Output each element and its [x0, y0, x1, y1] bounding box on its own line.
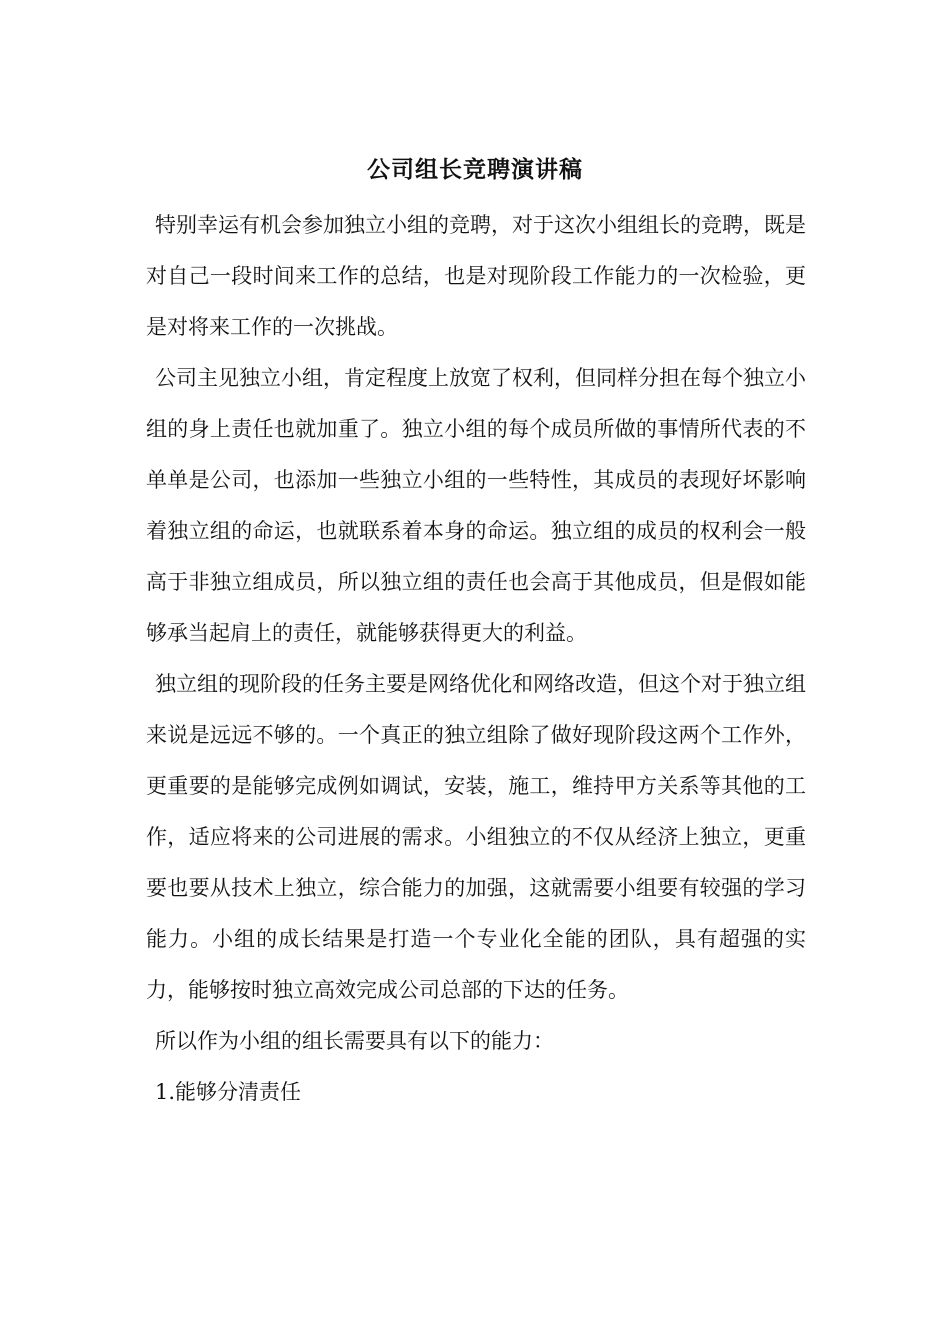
document-body: [146, 200, 806, 1118]
document-title: 公司组长竞聘演讲稿: [367, 156, 583, 183]
paragraph-2: 公司主见独立小组，肯定程度上放宽了权利，但同样分担在每个独立小组的身上责任也就加重了。独立小组的每个成员所做的事情所代表的不单单是公司，也添加一些独立小组的一些特性，其成员的表现好坏影响着独立组的命运，也就联系着本身的命运。独立组的成员的权利会一般高于非独立组成员，所以独立组的责任也会高于其他成员，但是假如能够承当起肩上的责任，就能够获得更大的利益。: [146, 366, 806, 645]
paragraph-3: 独立组的现阶段的任务主要是网络优化和网络改造，但这个对于独立组来说是远远不够的。一个真正的独立组除了做好现阶段这两个工作外，更重要的是能够完成例如调试，安装，施工，维持甲方关系等其他的工作，适应将来的公司进展的需求。小组独立的不仅从经济上独立，更重要也要从技术上独立，综合能力的加强，这就需要小组要有较强的学习能力。小组的成长结果是打造一个专业化全能的团队，具有超强的实力，能够按时独立高效完成公司总部的下达的任务。: [146, 672, 806, 1002]
list-item-1: 1.能够分清责任: [155, 1080, 302, 1104]
paragraph-1: 特别幸运有机会参加独立小组的竞聘，对于这次小组组长的竞聘，既是对自己一段时间来工作的总结，也是对现阶段工作能力的一次检验，更是对将来工作的一次挑战。: [146, 213, 806, 339]
paragraph-4: 所以作为小组的组长需要具有以下的能力：: [155, 1029, 554, 1053]
